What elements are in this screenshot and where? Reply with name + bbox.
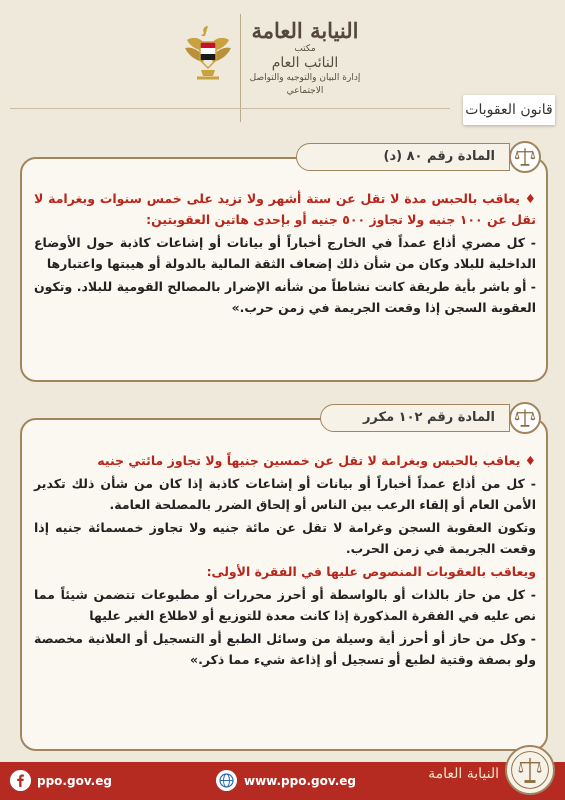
article-80d-paragraph: - أو باشر بأية طريقة كانت نشاطاً من شأنه الإضرار بالمصالح القومية للبلاد. وتكون العقوبة السجن إذا وقعت الجريمة في زمن حرب.» [34, 279, 536, 315]
facebook-icon[interactable] [10, 770, 31, 791]
article-102-paragraph: - وكل من حاز أو أحرز أية وسيلة من وسائل الطبع أو التسجيل أو العلانية مخصصة ولو بصفة وقتية لطبع أو تسجيل أو إذاعة شيء مما ذكر.» [34, 631, 536, 667]
article-102-paragraph: وتكون العقوبة السجن وغرامة لا تقل عن مائة جنيه ولا تجاوز خمسمائة جنيه إذا وقعت الجريمة في زمن الحرب. [34, 520, 536, 556]
office-name: النائب العام [271, 55, 339, 71]
article-title-102: المادة رقم ١٠٢ مكرر [320, 404, 510, 432]
scales-of-justice-icon [509, 402, 541, 434]
section-tab: قانون العقوبات [463, 95, 555, 125]
article-102-paragraph: - كل من أذاع عمداً أخباراً أو بيانات أو إشاعات كاذبة إذا كان من شأن ذلك تكدير الأمن العام أو إلقاء الرعب بين الناس أو إلحاق الضرر بالمصلحة العامة. [34, 476, 536, 512]
article-80d-paragraph: - كل مصري أذاع عمداً في الخارج أخباراً أو بيانات أو إشاعات كاذبة حول الأوضاع الداخلية للبلاد وكان من شأن ذلك إضعاف الثقة المالية بالدولة أو هيبتها واعتبارها [34, 235, 536, 271]
footer-brand-name: النيابة العامة [428, 766, 499, 782]
facebook-link[interactable]: ppo.gov.eg [37, 774, 112, 788]
header [0, 0, 565, 140]
scales-of-justice-icon [509, 141, 541, 173]
article-80d-paragraph: ♦ يعاقب بالحبس مدة لا تقل عن ستة أشهر ولا تزيد على خمس سنوات وبغرامة لا تقل عن ١٠٠ جنيه ولا تجاوز ٥٠٠ جنيه أو بإحدى هاتين العقوبتين: [34, 191, 536, 227]
article-body-80d [34, 188, 536, 320]
globe-icon [216, 770, 237, 791]
org-name: النيابة العامة [251, 18, 359, 43]
article-102-paragraph: ويعاقب بالعقوبات المنصوص عليها في الفقرة الأولى: [206, 564, 536, 579]
website-link[interactable]: www.ppo.gov.eg [244, 774, 356, 788]
egypt-eagle-icon [183, 22, 233, 84]
article-102-paragraph: - كل من حاز بالذات أو بالواسطة أو أحرز محررات أو مطبوعات تتضمن شيئاً مما نص عليه في الفقرة المذكورة إذا كانت معدة للتوزيع أو لاطلاع الغير عليها [34, 587, 536, 623]
office-brand [235, 18, 375, 98]
office-prefix: مكتب [294, 44, 316, 54]
article-body-102 [34, 450, 536, 672]
ppo-logo-icon [505, 745, 555, 795]
article-title-80d: المادة رقم ٨٠ (د) [296, 143, 510, 171]
article-102-paragraph: ♦ يعاقب بالحبس وبغرامة لا تقل عن خمسين جنيهاً ولا تجاوز مائتي جنيه [97, 453, 536, 468]
department-name: إدارة البيان والتوجيه والتواصل الاجتماعي [249, 73, 361, 96]
header-rule [10, 108, 450, 109]
